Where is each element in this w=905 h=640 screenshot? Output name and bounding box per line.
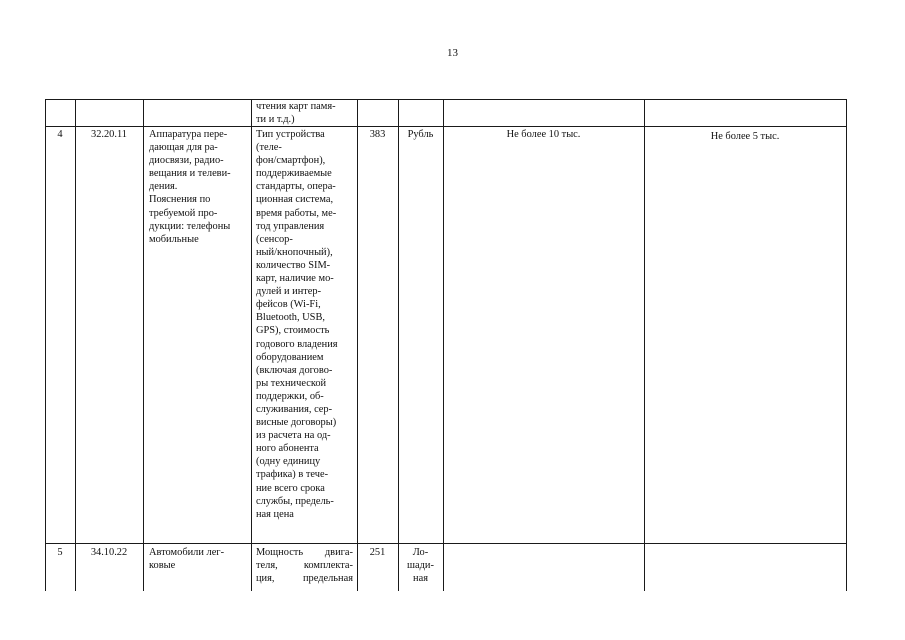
- table-cell-characteristic: Мощность двига- теля, комплекта- ция, предельная: [256, 547, 353, 585]
- table-cell-code: 34.10.22: [90, 547, 128, 558]
- column-divider: [143, 99, 144, 591]
- table-cell-code: 32.20.11: [91, 129, 127, 140]
- table-cell-characteristic: чтения карт памя- ти и т.д.): [256, 101, 336, 126]
- column-divider: [443, 99, 444, 591]
- row-divider: [45, 543, 847, 544]
- page-number: 13: [447, 47, 458, 59]
- table-cell-unit-name: Ло- шади- ная: [407, 547, 434, 585]
- table-cell-number: 5: [57, 547, 63, 558]
- table-right-border: [846, 99, 847, 591]
- column-divider: [357, 99, 358, 591]
- table-cell-unit-name: Рубль: [407, 129, 434, 140]
- row-divider: [45, 126, 847, 127]
- table-cell-characteristic: Тип устройства (теле- фон/смартфон), поддерживаемые стандарты, опера- ционная система, время работы, ме- тод управления (сенсор- ный/кнопочный), количество SIM- карт, наличие мо- дулей и интер- фейсов (Wi-Fi, Bluetooth, USB, GPS), стоимость годового владения оборудованием (включая догово- ры технической поддержки, об- служивания, сер- висные договоры) из расчета на од- ного абонента (одну единицу трафика) в тече- ние всего срока службы, предель- ная цена: [256, 129, 338, 520]
- table-cell-name: Автомобили лег- ковые: [149, 547, 225, 572]
- column-divider: [644, 99, 645, 591]
- column-divider: [398, 99, 399, 591]
- table-cell-value-1: Не более 10 тыс.: [506, 129, 581, 140]
- table-cell-name: Аппаратура пере- дающая для ра- диосвязи, радио- вещания и телеви- дения. Пояснения по требуемой про- дукции: телефоны мобильные: [149, 129, 231, 245]
- table-top-border: [45, 99, 847, 100]
- column-divider: [75, 99, 76, 591]
- table-cell-number: 4: [57, 129, 63, 140]
- table-cell-value-2: Не более 5 тыс.: [710, 131, 780, 142]
- table-cell-unit-code: 251: [369, 547, 386, 558]
- table-left-border: [45, 99, 46, 591]
- column-divider: [251, 99, 252, 591]
- table-cell-unit-code: 383: [369, 129, 386, 140]
